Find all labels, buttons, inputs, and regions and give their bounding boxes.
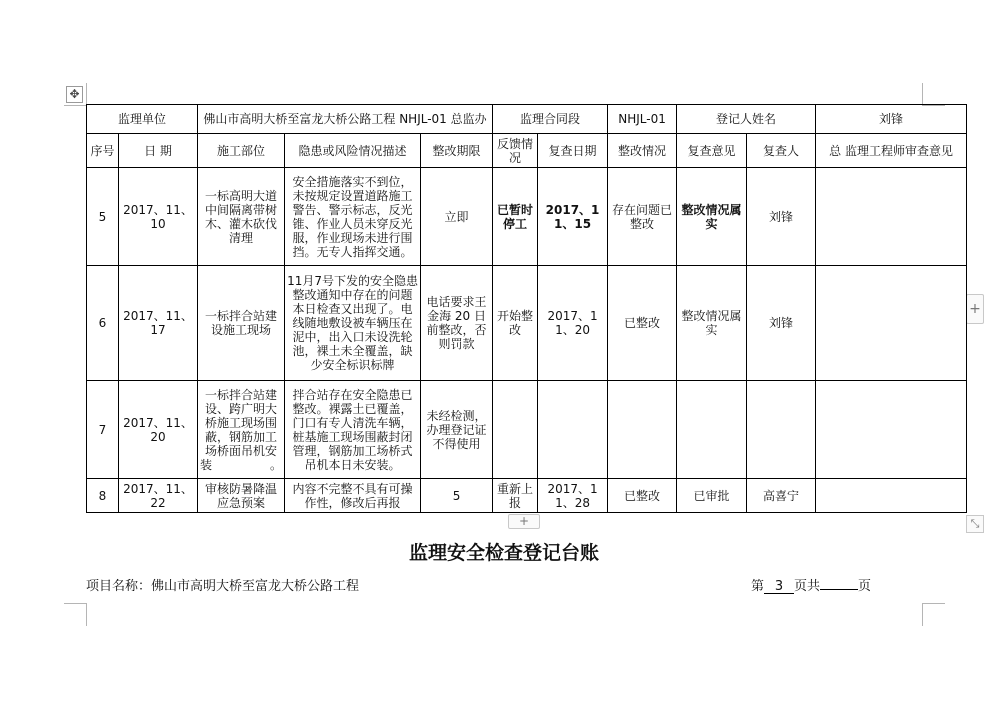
safety-inspection-table [86,104,967,513]
margin-corner-bottom-right [922,603,945,626]
cell-recheck-date[interactable] [538,381,608,479]
cell-deadline[interactable]: 电话要求王金海 20 日前整改，否则罚款 [421,266,493,381]
cell-no[interactable]: 7 [87,381,119,479]
page-prefix: 第 [750,579,764,594]
col-header-recheck-opinion[interactable]: 复查意见 [677,134,747,168]
cell-no[interactable]: 6 [87,266,119,381]
supervision-unit-label[interactable]: 监理单位 [87,105,198,134]
page-number[interactable]: 3 [764,580,794,594]
page-suffix: 页 [857,579,871,594]
cell-rechecker[interactable]: 刘锋 [747,266,816,381]
cell-date[interactable]: 2017、11、17 [119,266,198,381]
cell-rectification[interactable]: 已整改 [608,479,677,513]
contract-section-label[interactable]: 监理合同段 [493,105,608,134]
cell-recheck-opinion[interactable]: 已审批 [677,479,747,513]
margin-corner-bottom-left [64,603,87,626]
document-title[interactable]: 监理安全检查登记台账 [408,542,599,564]
cell-rectification[interactable] [608,381,677,479]
col-header-date[interactable]: 日 期 [119,134,198,168]
add-column-button[interactable]: + [966,294,984,324]
contract-section-value[interactable]: NHJL-01 [608,105,677,134]
table-row [87,266,967,381]
cell-rechecker[interactable]: 刘锋 [747,168,816,266]
cell-date[interactable]: 2017、11、10 [119,168,198,266]
cell-date[interactable]: 2017、11、20 [119,381,198,479]
registrar-value[interactable]: 刘锋 [816,105,967,134]
header-info-row [87,105,967,134]
cell-no[interactable]: 8 [87,479,119,513]
col-header-recheck-date[interactable]: 复查日期 [538,134,608,168]
margin-corner-top-right [922,83,945,106]
col-header-rectification[interactable]: 整改情况 [608,134,677,168]
cell-rechecker[interactable]: 高喜宁 [747,479,816,513]
cell-feedback[interactable]: 开始整改 [493,266,538,381]
cell-deadline[interactable]: 5 [421,479,493,513]
cell-description[interactable]: 11月7号下发的安全隐患整改通知中存在的问题本日检查又出现了。电线随地敷设被车辆压在泥中，出入口未设洗轮池，裸土未全覆盖，缺少安全标识标牌 [285,266,421,381]
col-header-rechecker[interactable]: 复查人 [747,134,816,168]
cell-location[interactable]: 一标拌合站建设、跨广明大桥施工现场围蔽，钢筋加工场桥面吊机安装。 [198,381,285,479]
page-middle: 页共 [793,579,820,594]
cell-feedback[interactable]: 已暂时停工 [493,168,538,266]
cell-recheck-opinion[interactable]: 整改情况属实 [677,168,747,266]
cell-rectification[interactable]: 已整改 [608,266,677,381]
cell-deadline[interactable]: 未经检测，办理登记证不得使用 [421,381,493,479]
col-header-no[interactable]: 序号 [87,134,119,168]
cell-recheck-date[interactable]: 2017、11、15 [538,168,608,266]
cell-recheck-opinion[interactable]: 整改情况属实 [677,266,747,381]
page-counter [751,575,871,594]
cell-location[interactable]: 审核防暑降温应急预案 [198,479,285,513]
table-move-handle-icon[interactable]: ✥ [66,86,83,103]
cell-feedback[interactable]: 重新上报 [493,479,538,513]
cell-chief-opinion[interactable] [816,266,967,381]
cell-chief-opinion[interactable] [816,381,967,479]
table-row [87,479,967,513]
col-header-description[interactable]: 隐患或风险情况描述 [285,134,421,168]
cell-recheck-opinion[interactable] [677,381,747,479]
cell-chief-opinion[interactable] [816,168,967,266]
cell-rectification[interactable]: 存在问题已整改 [608,168,677,266]
cell-no[interactable]: 5 [87,168,119,266]
table-resize-handle-icon[interactable]: ⤡ [966,515,984,533]
column-header-row [87,134,967,168]
cell-location[interactable]: 一标拌合站建设施工现场 [198,266,285,381]
cell-recheck-date[interactable]: 2017、11、28 [538,479,608,513]
table-row [87,381,967,479]
table-row [87,168,967,266]
supervision-unit-value[interactable]: 佛山市高明大桥至富龙大桥公路工程 NHJL-01 总监办 [198,105,493,134]
cell-description[interactable]: 安全措施落实不到位，未按规定设置道路施工警告、警示标志，反光锥、作业人员未穿反光服，作业现场未进行围挡。无专人指挥交通。 [285,168,421,266]
cell-chief-opinion[interactable] [816,479,967,513]
cell-date[interactable]: 2017、11、22 [119,479,198,513]
cell-rechecker[interactable] [747,381,816,479]
project-name[interactable]: 项目名称：佛山市高明大桥至富龙大桥公路工程 [86,579,360,594]
cell-feedback[interactable] [493,381,538,479]
add-row-button[interactable]: + [508,514,540,529]
cell-description[interactable]: 内容不完整不具有可操作性，修改后再报 [285,479,421,513]
col-header-feedback[interactable]: 反馈情况 [493,134,538,168]
page-total[interactable] [820,589,858,590]
col-header-location[interactable]: 施工部位 [198,134,285,168]
cell-deadline[interactable]: 立即 [421,168,493,266]
cell-description[interactable]: 拌合站存在安全隐患已整改。裸露土已覆盖，门口有专人清洗车辆，桩基施工现场围蔽封闭管理，钢筋加工场桥式吊机本日未安装。 [285,381,421,479]
col-header-deadline[interactable]: 整改期限 [421,134,493,168]
cell-location[interactable]: 一标高明大道中间隔离带树木、灌木砍伐清理 [198,168,285,266]
cell-recheck-date[interactable]: 2017、11、20 [538,266,608,381]
col-header-chief-opinion[interactable]: 总 监理工程师审查意见 [816,134,967,168]
registrar-label[interactable]: 登记人姓名 [677,105,816,134]
